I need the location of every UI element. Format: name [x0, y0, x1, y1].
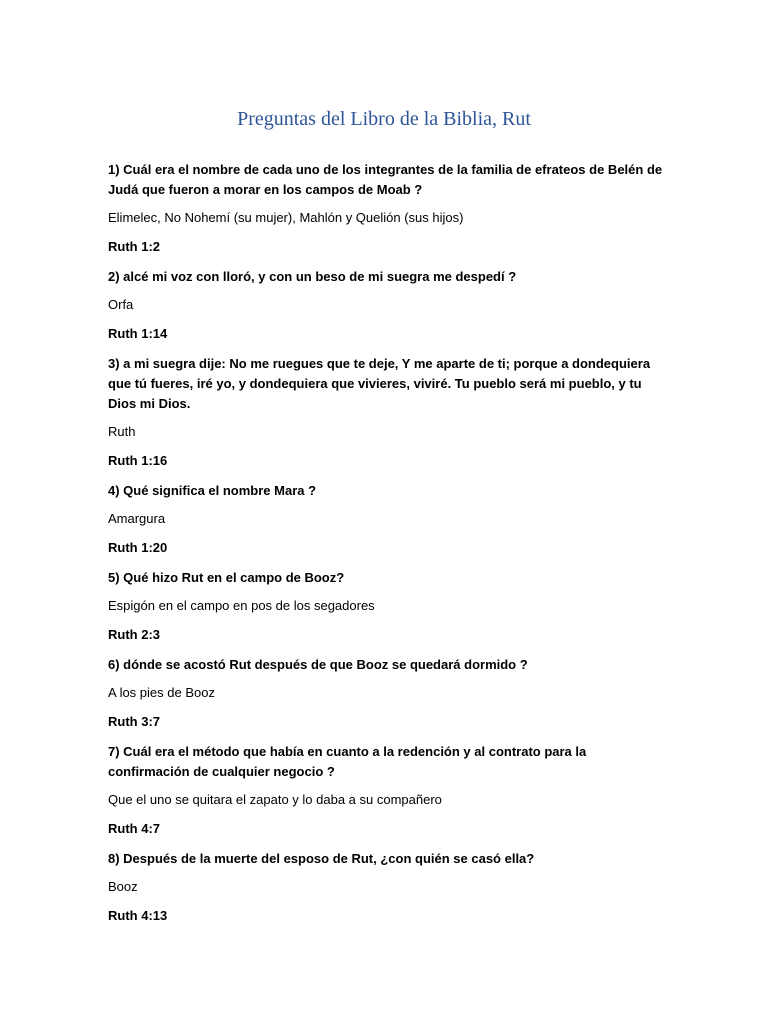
question-text: 7) Cuál era el método que había en cuanto a la redención y al contrato para la confirmación de cualquier negocio ? — [108, 744, 587, 779]
page-title: Preguntas del Libro de la Biblia, Rut — [237, 108, 531, 130]
question-text: 5) Qué hizo Rut en el campo de Booz? — [108, 570, 345, 585]
bible-reference: Ruth 1:16 — [108, 453, 168, 468]
answer-text: Orfa — [108, 297, 134, 312]
question-text: 2) alcé mi voz con lloró, y con un beso de mi suegra me despedí ? — [108, 269, 517, 284]
question-text: 1) Cuál era el nombre de cada uno de los integrantes de la familia de efrateos de Belén de Judá que fueron a morar en los campos de Moab ? — [108, 162, 663, 197]
qa-item-7 — [108, 742, 668, 838]
bible-reference: Ruth 1:20 — [108, 540, 168, 555]
qa-item-5 — [108, 568, 668, 644]
bible-reference: Ruth 4:7 — [108, 821, 160, 836]
question-text: 4) Qué significa el nombre Mara ? — [108, 483, 317, 498]
qa-item-8 — [108, 849, 668, 925]
question-list — [108, 160, 668, 936]
bible-reference: Ruth 3:7 — [108, 714, 160, 729]
question-text: 6) dónde se acostó Rut después de que Booz se quedará dormido ? — [108, 657, 528, 672]
question-text: 8) Después de la muerte del esposo de Rut, ¿con quién se casó ella? — [108, 851, 535, 866]
answer-text: Booz — [108, 879, 138, 894]
qa-item-3 — [108, 354, 668, 470]
qa-item-6 — [108, 655, 668, 731]
answer-text: Ruth — [108, 424, 136, 439]
bible-reference: Ruth 2:3 — [108, 627, 160, 642]
answer-text: Amargura — [108, 511, 166, 526]
question-text: 3) a mi suegra dije: No me ruegues que te deje, Y me aparte de ti; porque a dondequiera que tú fueres, iré yo, y dondequiera que vivieres, viviré. Tu pueblo será mi pueblo, y tu Dios mi Dios. — [108, 356, 651, 411]
answer-text: A los pies de Booz — [108, 685, 215, 700]
answer-text: Elimelec, No Nohemí (su mujer), Mahlón y Quelión (sus hijos) — [108, 210, 464, 225]
qa-item-4 — [108, 481, 668, 557]
answer-text: Espigón en el campo en pos de los segadores — [108, 598, 375, 613]
answer-text: Que el uno se quitara el zapato y lo daba a su compañero — [108, 792, 442, 807]
qa-item-1 — [108, 160, 668, 256]
bible-reference: Ruth 1:2 — [108, 239, 160, 254]
bible-reference: Ruth 4:13 — [108, 908, 168, 923]
qa-item-2 — [108, 267, 668, 343]
bible-reference: Ruth 1:14 — [108, 326, 168, 341]
